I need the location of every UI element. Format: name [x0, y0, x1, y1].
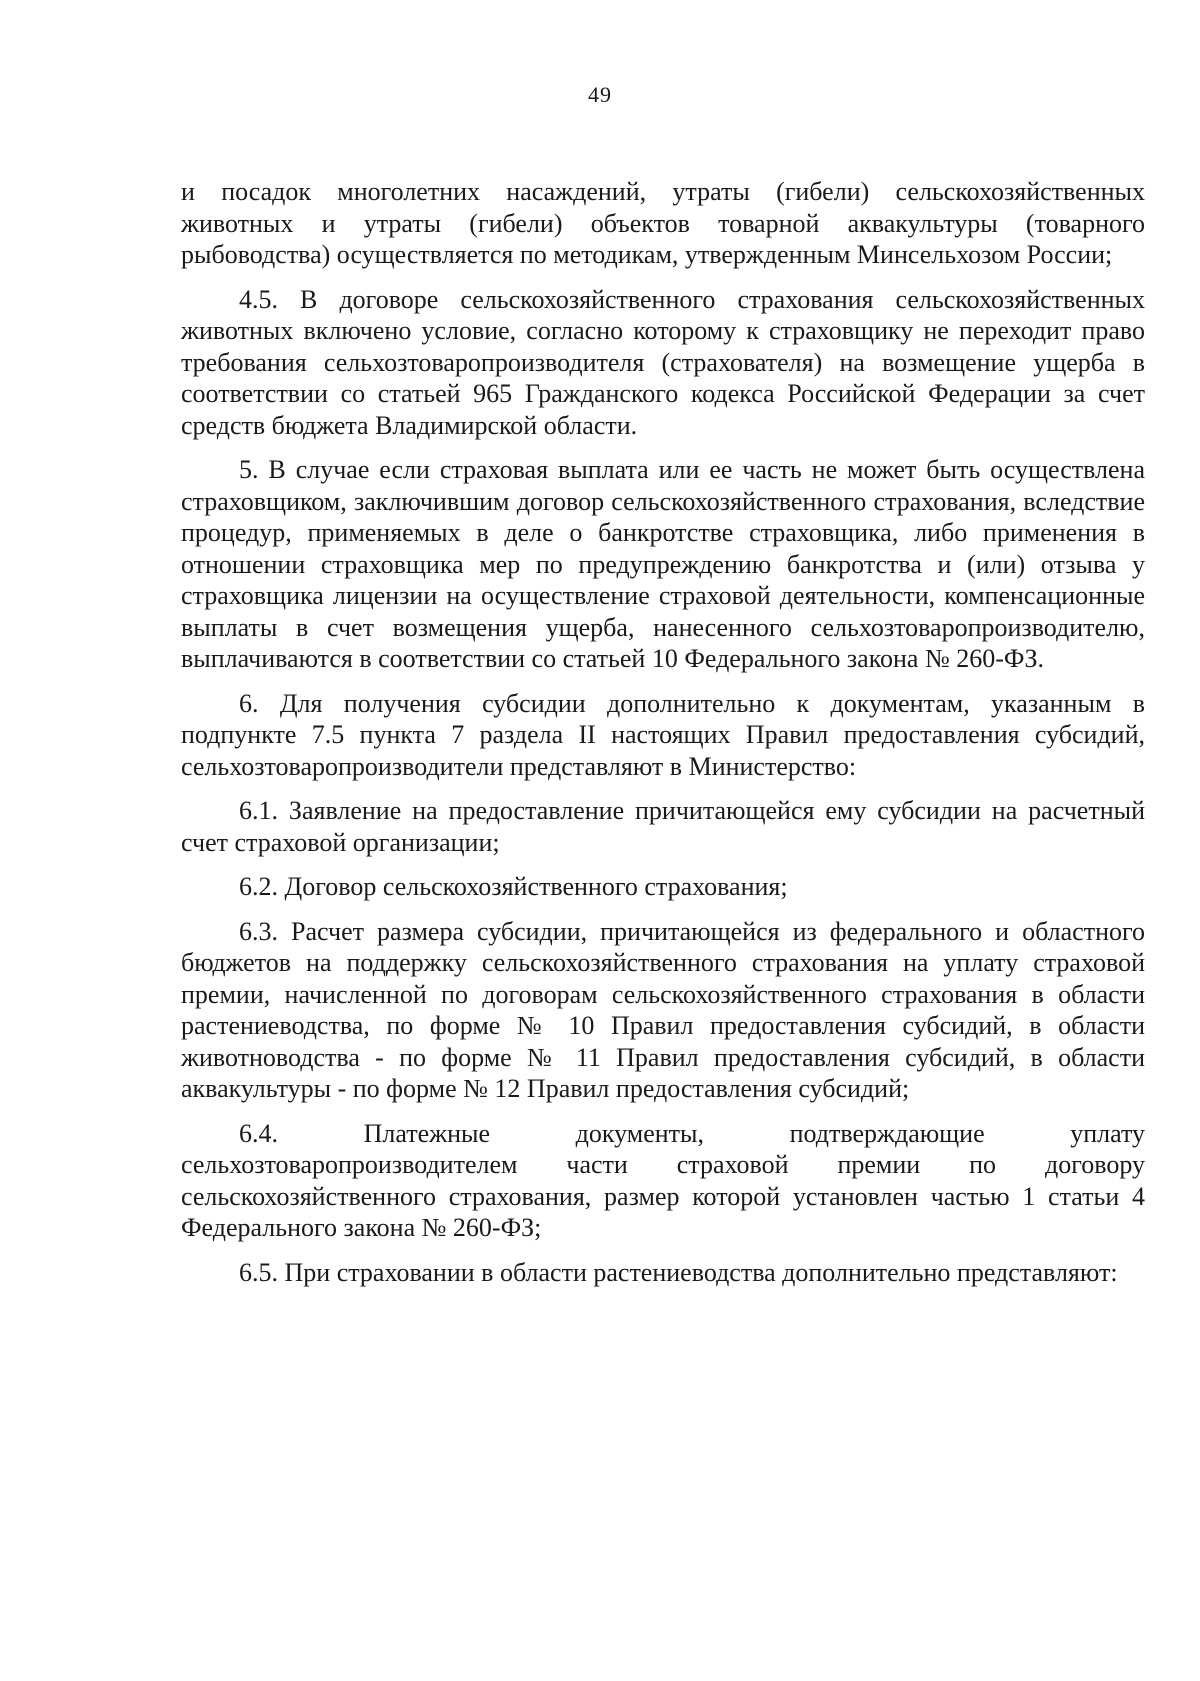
- paragraph-6: 6. Для получения субсидии дополнительно к документам, указанным в подпункте 7.5 пункта 7 раздела II настоящих Правил предоставления субсидий, сельхозтоваропроизводители представляют в Министерство:: [181, 688, 1145, 781]
- paragraph-6-2: 6.2. Договор сельскохозяйственного страхования;: [239, 872, 788, 901]
- page-number: 49: [588, 82, 612, 107]
- paragraph-continuation: и посадок многолетних насаждений, утраты (гибели) сельскохозяйственных животных и утраты (гибели) объектов товарной аквакультуры (товарного рыбоводства) осуществляется по методикам, утвержденным Минсельхозом России;: [181, 177, 1145, 269]
- paragraph-6-1: 6.1. Заявление на предоставление причитающейся ему субсидии на расчетный счет страховой организации;: [181, 796, 1145, 857]
- paragraph-4-5: 4.5. В договоре сельскохозяйственного страхования сельскохозяйственных животных включено условие, согласно которому к страховщику не переходит право требования сельхозтоваропроизводителя (страхователя) на возмещение ущерба в соответствии со статьей 965 Гражданского кодекса Российской Федерации за счет средств бюджета Владимирской области.: [181, 284, 1145, 440]
- paragraph-6-3: 6.3. Расчет размера субсидии, причитающейся из федерального и областного бюджетов на поддержку сельскохозяйственного страхования на уплату страховой премии, начисленной по договорам сельскохозяйственного страхования в области растениеводства, по форме № 10 Правил предоставления субсидий, в области животноводства - по форме № 11 Правил предоставления субсидий, в области аквакультуры - по форме № 12 Правил предоставления субсидий;: [181, 916, 1145, 1103]
- paragraph-6-5: 6.5. При страховании в области растениеводства дополнительно представляют:: [239, 1257, 1118, 1287]
- paragraph-5: 5. В случае если страховая выплата или ее часть не может быть осуществлена страховщиком, заключившим договор сельскохозяйственного страхования, вследствие процедур, применяемых в деле о банкротстве страховщика, либо применения в отношении страховщика мер по предупреждению банкротства и (или) отзыва у страховщика лицензии на осуществление страховой деятельности, компенсационные выплаты в счет возмещения ущерба, нанесенного сельхозтоваропроизводителю, выплачиваются в соответствии со статьей 10 Федерального закона № 260-ФЗ.: [181, 455, 1145, 673]
- paragraph-6-4: 6.4. Платежные документы, подтверждающие уплату сельхозтоваропроизводителем части страховой премии по договору сельскохозяйственного страхования, размер которой установлен частью 1 статьи 4 Федерального закона № 260-ФЗ;: [181, 1118, 1145, 1242]
- document-body: [181, 176, 1145, 1301]
